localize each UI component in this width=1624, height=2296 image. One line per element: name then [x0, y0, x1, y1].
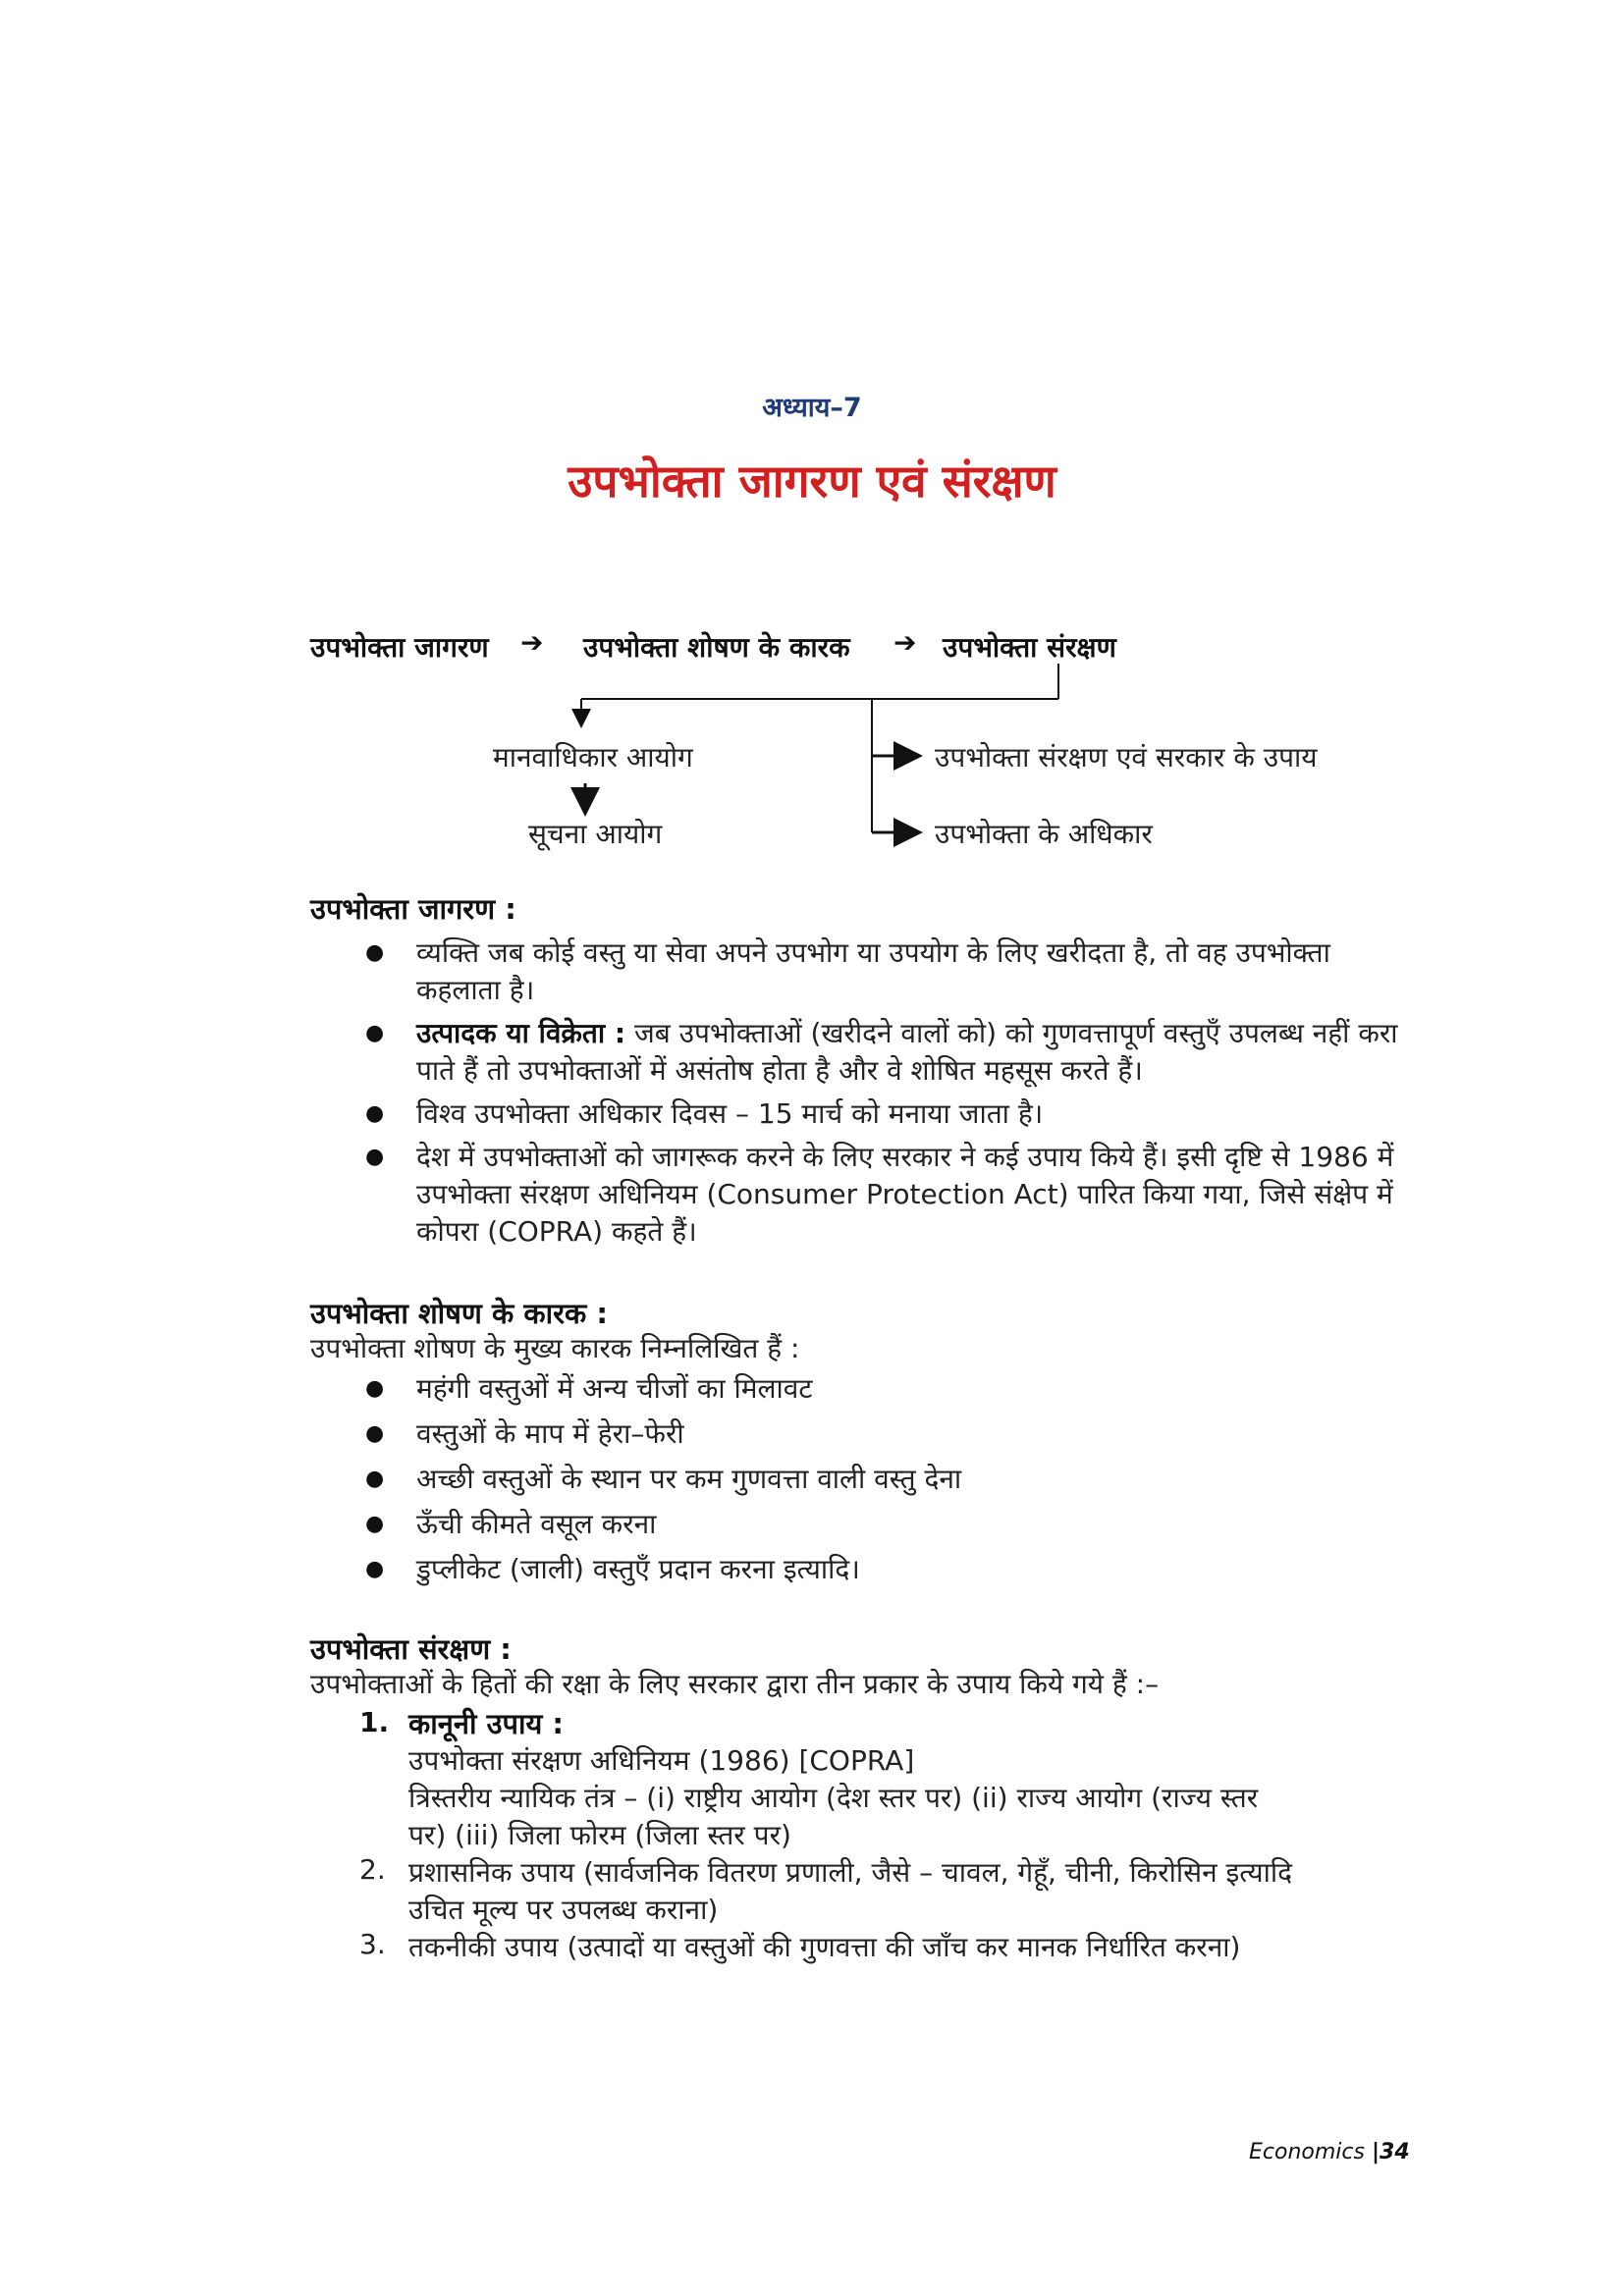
list-item: ● ऊँची कीमते वसूल करना [365, 1506, 1404, 1543]
list-item: ● महंगी वस्तुओं में अन्य चीजों का मिलावट [365, 1370, 1404, 1408]
administrative-measures-line-2: उचित मूल्य पर उपलब्ध कराना) [408, 1894, 719, 1926]
section-heading-exploitation: उपभोक्ता शोषण के कारक : [310, 1297, 608, 1330]
chapter-title: उपभोक्ता जागरण एवं संरक्षण [568, 454, 1056, 507]
list-item: ● वस्तुओं के माप में हेरा–फेरी [365, 1415, 1404, 1453]
section-heading-protection: उपभोक्ता संरक्षण : [310, 1632, 512, 1666]
flow-item-awareness: उपभोक्ता जागरण [310, 631, 489, 664]
legal-measures-line-3: पर) (iii) जिला फोरम (जिला स्तर पर) [408, 1819, 791, 1851]
list-item: ● डुप्लीकेट (जाली) वस्तुएँ प्रदान करना इत्यादि। [365, 1551, 1404, 1588]
footer-separator: | [1371, 2140, 1380, 2164]
list-item: ● उत्पादक या विक्रेता : जब उपभोक्ताओं (खरीदने वालों को) को गुणवत्तापूर्ण वस्तुएँ उपलब्ध नहीं करा पाते हैं तो उपभोक्ताओं में असंतोष होता है और वे शोषित महसूस करते हैं। [365, 1015, 1404, 1090]
node-protection-measures: उपभोक्ता संरक्षण एवं सरकार के उपाय [935, 741, 1318, 774]
page-footer [1249, 2140, 1410, 2164]
list-item: ● देश में उपभोक्ताओं को जागरूक करने के लिए सरकार ने कई उपाय किये हैं। इसी दृष्टि से 1986 में उपभोक्ता संरक्षण अधिनियम (Consumer Protection Act) पारित किया गया, जिसे संक्षेप में कोपरा (COPRA) कहते हैं। [365, 1139, 1404, 1251]
list-item: ● विश्व उपभोक्ता अधिकार दिवस – 15 मार्च को मनाया जाता है। [365, 1095, 1404, 1133]
awareness-list [365, 934, 1404, 1251]
node-consumer-rights: उपभोक्ता के अधिकार [935, 818, 1153, 850]
list-item: ● अच्छी वस्तुओं के स्थान पर कम गुणवत्ता वाली वस्तु देना [365, 1461, 1404, 1498]
item-number-3: 3. [359, 1928, 386, 1960]
item-number-1: 1. [359, 1706, 390, 1738]
flow-connectors [0, 0, 1624, 883]
flow-item-protection: उपभोक्ता संरक्षण [943, 631, 1116, 664]
flow-arrow-2: ➔ [893, 626, 917, 659]
page-number: 34 [1380, 2140, 1410, 2164]
footer-subject: Economics [1249, 2140, 1365, 2164]
section-heading-awareness: उपभोक्ता जागरण : [310, 892, 516, 926]
legal-measures-line-1: उपभोक्ता संरक्षण अधिनियम (1986) [COPRA] [408, 1744, 915, 1777]
flow-item-exploitation-factors: उपभोक्ता शोषण के कारक [583, 631, 850, 664]
exploitation-list [365, 1370, 1404, 1588]
chapter-label: अध्याय–7 [762, 393, 862, 423]
exploitation-intro: उपभोक्ता शोषण के मुख्य कारक निम्नलिखित हैं : [310, 1332, 800, 1364]
legal-measures-title: कानूनी उपाय : [408, 1707, 564, 1740]
list-item: ● व्यक्ति जब कोई वस्तु या सेवा अपने उपभोग या उपयोग के लिए खरीदता है, तो वह उपभोक्ता कहलाता है। [365, 934, 1404, 1009]
bold-term: उत्पादक या विक्रेता : [416, 1017, 626, 1049]
protection-intro: उपभोक्ताओं के हितों की रक्षा के लिए सरकार द्वारा तीन प्रकार के उपाय किये गये हैं :– [310, 1668, 1160, 1700]
technical-measures-line-1: तकनीकी उपाय (उत्पादों या वस्तुओं की गुणवत्ता की जाँच कर मानक निर्धारित करना) [408, 1931, 1241, 1963]
legal-measures-line-2: त्रिस्तरीय न्यायिक तंत्र – (i) राष्ट्रीय आयोग (देश स्तर पर) (ii) राज्य आयोग (राज्य स्तर [408, 1782, 1259, 1814]
flow-arrow-1: ➔ [520, 626, 544, 659]
item-number-2: 2. [359, 1853, 386, 1886]
administrative-measures-line-1: प्रशासनिक उपाय (सार्वजनिक वितरण प्रणाली, जैसे – चावल, गेहूँ, चीनी, किरोसिन इत्यादि [408, 1856, 1292, 1889]
node-human-rights-commission: मानवाधिकार आयोग [493, 741, 693, 774]
node-information-commission: सूचना आयोग [528, 818, 663, 850]
